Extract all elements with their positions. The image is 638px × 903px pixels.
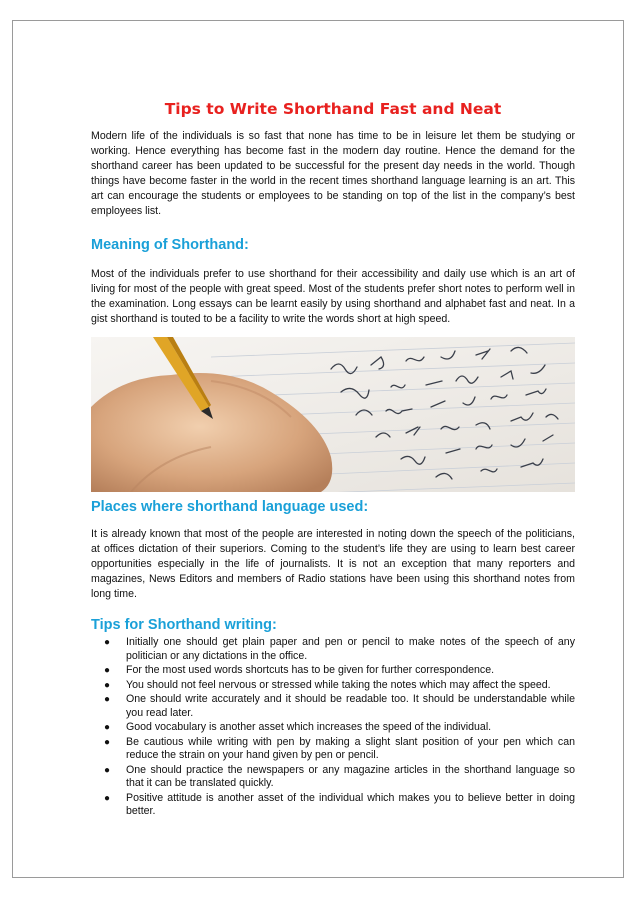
bullet-icon: ● [104,637,111,648]
bullet-icon: ● [104,792,111,804]
intro-paragraph: Modern life of the individuals is so fast that none has time to be in leisure let them be studying or working. Hence everything has become fast in the modern day routine. Hence the demand for the shorthand career has been updated to be successful for the present day needs in the world. Though things have become faster in the world in the recent times shorthand language learning is an art. This art can encourage the students or employees to be standing on top of the list in the company’s best employees list. [91,130,575,217]
bullet-icon: ● [104,679,111,691]
list-item: ● You should not feel nervous or stressed while taking the notes which may affect the speed. [104,678,551,691]
tips-list [91,636,575,819]
list-item: ● Be cautious while writing with pen by making a slight slant position of your pen which can reduce the strain on your hand given by pen or pencil. [104,735,575,761]
list-item: ● Good vocabulary is another asset which increases the speed of the individual. [104,721,492,733]
list-item: ● Initially one should get plain paper and pen or pencil to make notes of the speech of any politician or any dictations in the office. [104,636,575,662]
document-content [91,99,575,820]
list-item: ● For the most used words shortcuts has to be given for further correspondence. [104,664,495,676]
bullet-icon: ● [104,764,111,776]
places-paragraph: It is already known that most of the people are interested in noting down the speech of the politicians, at offices dictation of their superiors. Coming to the student’s life they are using to learn best career opportunities especially in the life of journalists. It is not an exception that many reporters and magazines, News Editors and members of Radio stations have been using this shorthand notes from long time. [91,528,575,600]
document-title: Tips to Write Shorthand Fast and Neat [164,100,502,118]
heading-places: Places where shorthand language used: [91,499,369,515]
document-page [12,20,624,878]
meaning-paragraph: Most of the individuals prefer to use shorthand for their accessibility and daily use which is an art of living for most of the people with great speed. Most of the students prefer short notes to perform well in the examination. Long essays can be learnt easily by using shorthand and alphabet fast and neat. In a gist shorthand is touted to be a facility to write the words short at high speed. [91,268,575,325]
list-item: ● One should write accurately and it should be readable too. It should be understandable while you read later. [104,693,575,719]
shorthand-writing-photo [91,337,575,492]
bullet-icon: ● [104,736,111,748]
heading-meaning: Meaning of Shorthand: [91,237,249,253]
list-item: ● Positive attitude is another asset of the individual which makes you to believe better in doing better. [104,791,575,817]
list-item: ● One should practice the newspapers or any magazine articles in the shorthand language so that it can be translated quickly. [104,763,575,789]
bullet-icon: ● [104,665,111,676]
bullet-icon: ● [104,722,111,733]
heading-tips: Tips for Shorthand writing: [91,617,277,633]
bullet-icon: ● [104,694,111,705]
